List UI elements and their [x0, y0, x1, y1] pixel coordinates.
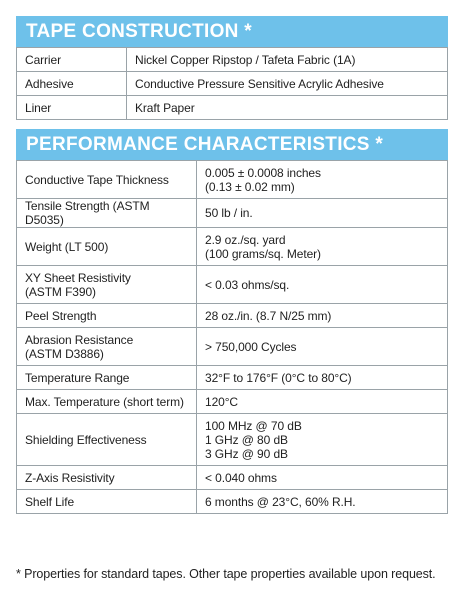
performance-label-line: Conductive Tape Thickness — [25, 172, 169, 187]
performance-label-line: Max. Temperature (short term) — [25, 394, 184, 409]
table-row — [17, 96, 448, 120]
performance-value — [197, 161, 448, 199]
performance-label-line: Weight (LT 500) — [25, 239, 109, 254]
table-row — [17, 72, 448, 96]
construction-value: Kraft Paper — [127, 96, 448, 120]
table-row — [17, 161, 448, 199]
table-row — [17, 490, 448, 514]
performance-value-line: 3 GHz @ 90 dB — [205, 446, 288, 461]
performance-value-line: < 0.040 ohms — [205, 470, 277, 485]
table-row — [17, 466, 448, 490]
performance-value — [197, 304, 448, 328]
performance-value — [197, 199, 448, 228]
performance-label-line: Temperature Range — [25, 370, 130, 385]
table-row — [17, 328, 448, 366]
performance-label — [17, 228, 197, 266]
performance-label-line: Shelf Life — [25, 494, 75, 509]
construction-value: Nickel Copper Ripstop / Tafeta Fabric (1A) — [127, 48, 448, 72]
performance-label-line: Peel Strength — [25, 308, 97, 323]
performance-label — [17, 466, 197, 490]
performance-value — [197, 366, 448, 390]
performance-value-line: (100 grams/sq. Meter) — [205, 246, 321, 261]
performance-value — [197, 328, 448, 366]
performance-label-line: XY Sheet Resistivity — [25, 270, 131, 285]
performance-value-line: 6 months @ 23°C, 60% R.H. — [205, 494, 356, 509]
performance-title: PERFORMANCE CHARACTERISTICS * — [17, 130, 448, 161]
table-row — [17, 48, 448, 72]
table-row — [17, 414, 448, 466]
tape-construction-title: TAPE CONSTRUCTION * — [17, 17, 448, 48]
performance-label — [17, 328, 197, 366]
table-row — [17, 304, 448, 328]
performance-value — [197, 266, 448, 304]
performance-label-line: Z-Axis Resistivity — [25, 470, 115, 485]
performance-label-line: Shielding Effectiveness — [25, 432, 147, 447]
construction-label: Adhesive — [17, 72, 127, 96]
table-row — [17, 228, 448, 266]
performance-value — [197, 466, 448, 490]
performance-value — [197, 414, 448, 466]
performance-value-line: < 0.03 ohms/sq. — [205, 277, 290, 292]
table-row — [17, 366, 448, 390]
performance-value-line: 32°F to 176°F (0°C to 80°C) — [205, 370, 352, 385]
spec-sheet — [16, 16, 447, 514]
tape-construction-table — [16, 16, 448, 120]
performance-label — [17, 161, 197, 199]
performance-label — [17, 266, 197, 304]
performance-value — [197, 490, 448, 514]
performance-label — [17, 199, 197, 228]
performance-value — [197, 228, 448, 266]
performance-table — [16, 129, 448, 514]
performance-value-line: 100 MHz @ 70 dB — [205, 418, 302, 433]
performance-label — [17, 366, 197, 390]
table-row — [17, 199, 448, 228]
performance-label-line: (ASTM D3886) — [25, 346, 104, 361]
performance-label-line: Abrasion Resistance — [25, 332, 134, 347]
performance-label — [17, 390, 197, 414]
performance-value-line: 50 lb / in. — [205, 206, 253, 220]
construction-label: Liner — [17, 96, 127, 120]
performance-label — [17, 414, 197, 466]
performance-value-line: 2.9 oz./sq. yard — [205, 232, 286, 247]
footnote: * Properties for standard tapes. Other tape properties available upon request. — [16, 567, 436, 581]
table-row — [17, 390, 448, 414]
performance-value-line: 28 oz./in. (8.7 N/25 mm) — [205, 308, 332, 323]
table-row — [17, 266, 448, 304]
construction-value: Conductive Pressure Sensitive Acrylic Adhesive — [127, 72, 448, 96]
performance-label-line: Tensile Strength (ASTM D5035) — [25, 199, 150, 227]
performance-value-line: > 750,000 Cycles — [205, 339, 297, 354]
performance-label — [17, 490, 197, 514]
performance-value-line: 120°C — [205, 394, 238, 409]
performance-value-line: 1 GHz @ 80 dB — [205, 432, 288, 447]
performance-value-line: 0.005 ± 0.0008 inches — [205, 165, 321, 180]
performance-value — [197, 390, 448, 414]
performance-label — [17, 304, 197, 328]
performance-value-line: (0.13 ± 0.02 mm) — [205, 179, 295, 194]
construction-label: Carrier — [17, 48, 127, 72]
performance-label-line: (ASTM F390) — [25, 284, 96, 299]
